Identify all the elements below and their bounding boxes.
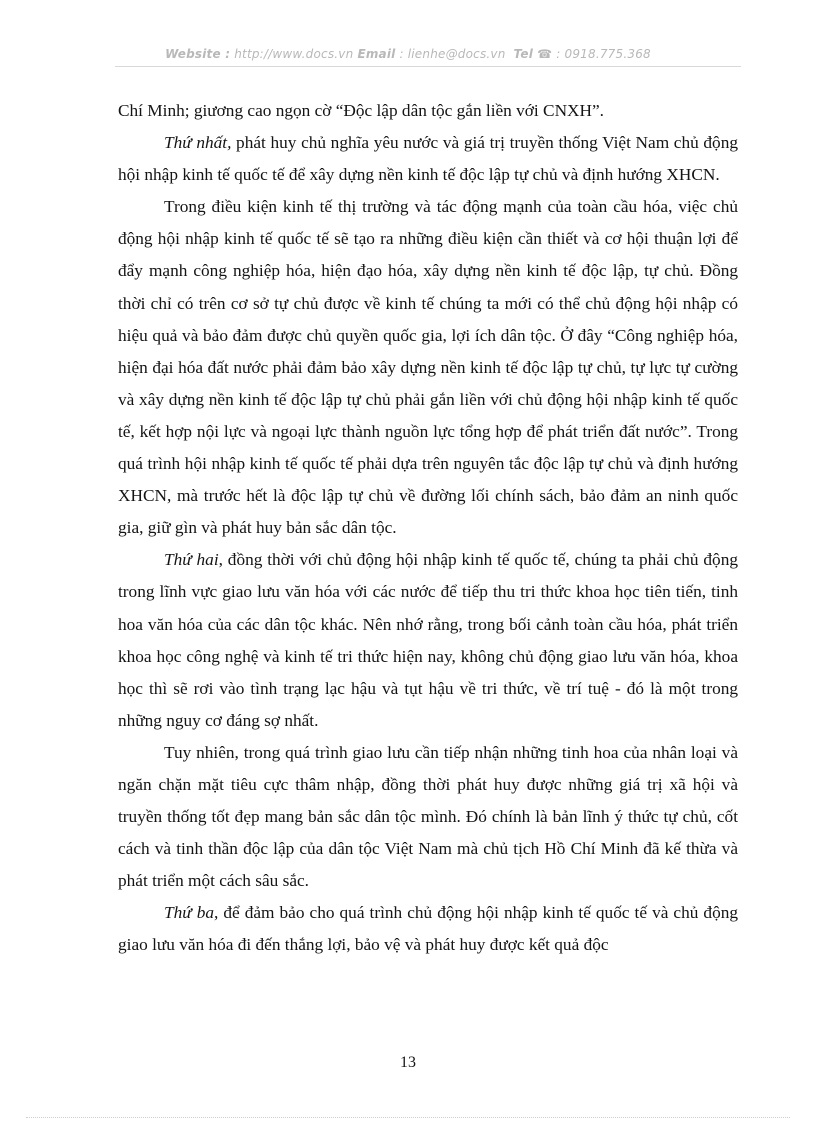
tel-label: Tel [513,47,534,61]
email-link[interactable]: : lienhe@docs.vn [395,47,510,61]
paragraph-lead-thu-hai: Thứ hai [164,550,219,570]
phone-icon: ☎ [537,47,553,61]
paragraph-6 [118,897,738,961]
paragraph-1 [118,95,738,127]
paragraph-text: Trong điều kiện kinh tế thị trường và tác động mạnh của toàn cầu hóa, việc chủ động hội nhập kinh tế quốc tế sẽ tạo ra những điều kiện cần thiết và cơ hội thuận lợi để đẩy mạnh công nghiệp hóa, hiện đạo hóa, xây dựng nền kinh tế độc lập, tự chủ. Đồng thời chỉ có trên cơ sở tự chủ được về kinh tế chúng ta mới có thể chủ động hội nhập có hiệu quả và bảo đảm được chủ quyền quốc gia, lợi ích dân tộc. Ở đây “Công nghiệp hóa, hiện đại hóa đất nước phải đảm bảo xây dựng nền kinh tế độc lập tự chủ, tự lực tự cường và xây dựng nền kinh tế độc lập tự chủ phải gắn liền với chủ động hội nhập kinh tế quốc tế, kết hợp nội lực và ngoại lực thành nguồn lực tổng hợp để phát triển đất nước”. Trong quá trình hội nhập kinh tế quốc tế phải dựa trên nguyên tắc độc lập tự chủ và định hướng XHCN, mà trước hết là độc lập tự chủ về đường lối chính sách, bảo đảm an ninh quốc gia, giữ gìn và phát huy bản sắc dân tộc. [118,197,738,538]
paragraph-5 [118,737,738,897]
paragraph-text: , đồng thời với chủ động hội nhập kinh tế quốc tế, chúng ta phải chủ động trong lĩnh vực giao lưu văn hóa với các nước để tiếp thu tri thức khoa học tiên tiến, tinh hoa văn hóa của các dân tộc khác. Nên nhớ rằng, trong bối cảnh toàn cầu hóa, phát triển khoa học công nghệ và kinh tế tri thức hiện nay, không chủ động giao lưu văn hóa, khoa học thì sẽ rơi vào tình trạng lạc hậu và tụt hậu về tri thức, về trí tuệ - đó là một trong những nguy cơ đáng sợ nhất. [118,550,738,730]
paragraph-3 [118,191,738,544]
paragraph-text: phát huy chủ nghĩa yêu nước và giá trị truyền thống Việt Nam chủ động hội nhập kinh tế quốc tế để xây dựng nền kinh tế độc lập tự chủ và định hướng XHCN. [118,133,738,185]
paragraph-4 [118,544,738,737]
tel-value: : 0918.775.368 [552,47,651,61]
paragraph-lead-thu-nhat: Thứ nhất, [164,133,232,153]
paragraph-text: Chí Minh; giương cao ngọn cờ “Độc lập dân tộc gắn liền với CNXH”. [118,101,605,120]
page-header [0,47,816,61]
header-divider [115,66,741,67]
footer-divider [26,1117,790,1118]
paragraph-2 [118,127,738,191]
website-label: Website : [165,47,231,61]
document-body [118,95,738,962]
email-label: Email [357,47,396,61]
paragraph-text: Tuy nhiên, trong quá trình giao lưu cần tiếp nhận những tinh hoa của nhân loại và ngăn chặn mặt tiêu cực thâm nhập, đồng thời phát huy được những giá trị xã hội và truyền thống tốt đẹp mang bản sắc dân tộc mình. Đó chính là bản lĩnh ý thức tự chủ, cốt cách và tinh thần độc lập của dân tộc Việt Nam mà chủ tịch Hồ Chí Minh đã kế thừa và phát triển một cách sâu sắc. [118,742,738,891]
paragraph-lead-thu-ba: Thứ ba [164,903,215,923]
paragraph-text: , để đảm bảo cho quá trình chủ động hội nhập kinh tế quốc tế và chủ động giao lưu văn hóa đi đến thắng lợi, bảo vệ và phát huy được kết quả độc [118,903,738,955]
website-link[interactable]: http://www.docs.vn [230,47,358,61]
page-number: 13 [400,1054,416,1071]
